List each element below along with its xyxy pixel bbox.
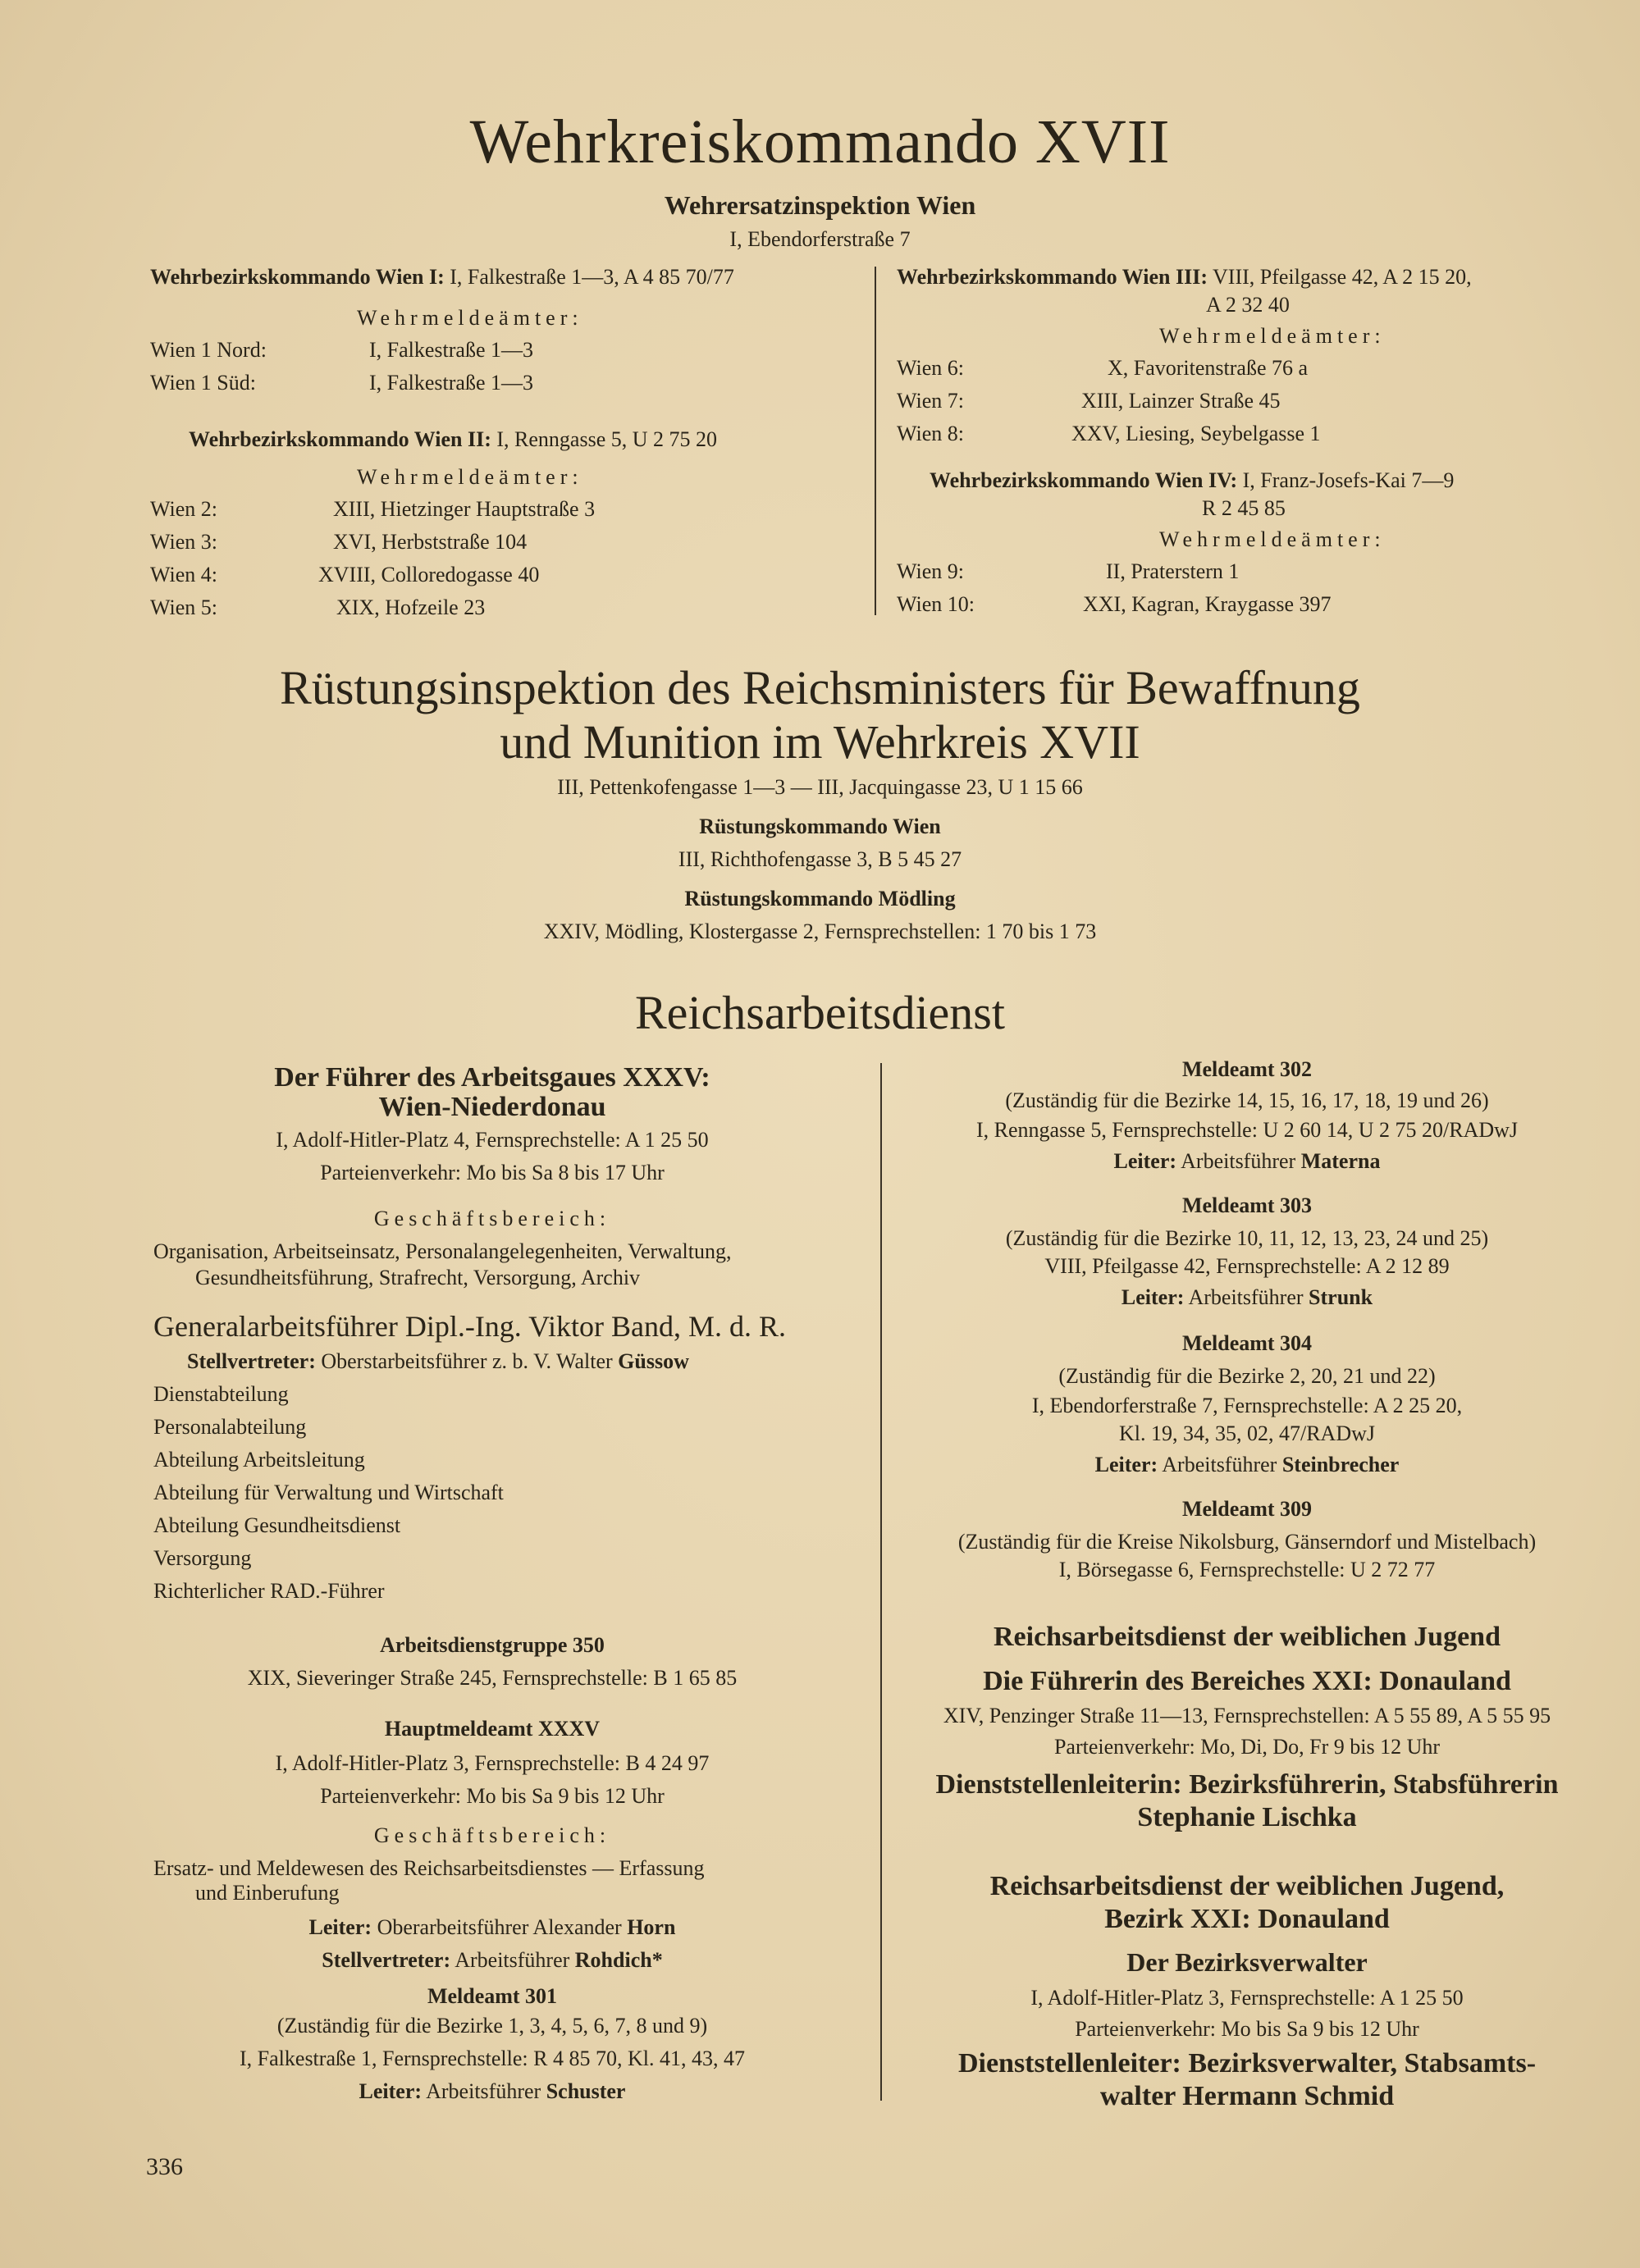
- department-item: Abteilung für Verwaltung und Wirtschaft: [153, 1481, 504, 1504]
- rad-title: Reichsarbeitsdienst: [634, 986, 1005, 1039]
- department-item: Richterlicher RAD.-Führer: [153, 1579, 385, 1603]
- wbk-4-wma-label: Wehrmeldeämter:: [1159, 527, 1386, 551]
- wbk-1-wma-label: Wehrmeldeämter:: [357, 306, 583, 330]
- rad-gb-text-line1: Organisation, Arbeitseinsatz, Personalangelegenheiten, Verwaltung,: [153, 1239, 732, 1263]
- leiter-label: Leiter:: [1094, 1453, 1158, 1476]
- ma303-title: Meldeamt 303: [1181, 1193, 1313, 1217]
- wma-addr: XXI, Kagran, Kraygasse 397: [1083, 592, 1332, 616]
- ma301-line1: (Zuständig für die Bezirke 1, 3, 4, 5, 6, 7, 8 und 9): [276, 2014, 708, 2038]
- wk-title: Wehrkreiskommando XVII: [469, 107, 1171, 176]
- ma302-leiter: [886, 1148, 1608, 1175]
- department-item: Abteilung Arbeitsleitung: [153, 1448, 365, 1472]
- wma-name: Wien 4:: [150, 563, 217, 586]
- rad-fuehrer-hours: Parteienverkehr: Mo bis Sa 8 bis 17 Uhr: [320, 1161, 665, 1184]
- hma-stv: [123, 1947, 861, 1974]
- hma-hours: Parteienverkehr: Mo bis Sa 9 bis 12 Uhr: [320, 1784, 665, 1808]
- hma-stv-text: Arbeitsführer: [455, 1948, 570, 1972]
- adg-title: Arbeitsdienstgruppe 350: [380, 1633, 605, 1657]
- wj2-verwalter: Der Bezirksverwalter: [1126, 1947, 1368, 1977]
- ma303-line1: (Zuständig für die Bezirke 10, 11, 12, 13, 23, 24 und 25): [1005, 1226, 1489, 1250]
- wbk-1-addr: I, Falkestraße 1—3, A 4 85 70/77: [450, 265, 734, 289]
- wj-title: Reichsarbeitsdienst der weiblichen Jugend: [993, 1622, 1501, 1652]
- leiter-label: Leiter:: [359, 2079, 423, 2103]
- leiter-text: Arbeitsführer: [1188, 1285, 1304, 1309]
- wk-subtitle: Wehrersatzinspektion Wien: [664, 190, 976, 220]
- hma-stv-name: Rohdich*: [574, 1948, 663, 1972]
- rad-deputy-text: Oberstarbeitsführer z. b. V. Walter: [321, 1349, 613, 1373]
- hma-leiter-name: Horn: [627, 1915, 676, 1939]
- rad-fuehrer-line1: Der Führer des Arbeitsgaues XXXV:: [274, 1062, 710, 1093]
- hma-leiter-text: Oberarbeitsführer Alexander: [377, 1915, 622, 1939]
- wbk-2: [189, 427, 717, 453]
- ma303-leiter: [886, 1285, 1608, 1311]
- leiter-name: Strunk: [1309, 1285, 1373, 1309]
- wma-name: Wien 2:: [150, 497, 217, 521]
- wma-name: Wien 3:: [150, 530, 217, 554]
- wma-name: Wien 9:: [897, 559, 964, 583]
- wj2-addr: I, Adolf-Hitler-Platz 3, Fernsprechstelle: A 1 25 50: [1030, 1986, 1464, 2010]
- ma302-line1: (Zuständig für die Bezirke 14, 15, 16, 17, 18, 19 und 26): [1005, 1088, 1489, 1112]
- leiter-name: Materna: [1300, 1149, 1381, 1173]
- wj2-title-line2: Bezirk XXI: Donauland: [1104, 1904, 1390, 1934]
- wbk-3: [897, 264, 1472, 290]
- ma309-title: Meldeamt 309: [1181, 1497, 1313, 1521]
- wj2-hours: Parteienverkehr: Mo bis Sa 9 bis 12 Uhr: [1075, 2017, 1419, 2041]
- leiter-label: Leiter:: [1113, 1149, 1177, 1173]
- leiter-name: Schuster: [546, 2079, 626, 2103]
- ri-title-line2: und Munition im Wehrkreis XVII: [500, 715, 1140, 769]
- wma-addr: XIII, Hietzinger Hauptstraße 3: [333, 497, 596, 521]
- wma-name: Wien 10:: [897, 592, 975, 616]
- wj-fuehrerin: Die Führerin des Bereiches XXI: Donauland: [983, 1666, 1511, 1696]
- ma302-line2: I, Renngasse 5, Fernsprechstelle: U 2 60 14, U 2 75 20/RADwJ: [975, 1118, 1519, 1142]
- leiter-text: Arbeitsführer: [1162, 1453, 1277, 1476]
- column-divider: [875, 267, 876, 615]
- department-item: Abteilung Gesundheitsdienst: [153, 1513, 401, 1537]
- ma304-leiter: [886, 1452, 1608, 1478]
- wma-addr: XVI, Herbststraße 104: [333, 530, 528, 554]
- ma304-line2: I, Ebendorferstraße 7, Fernsprechstelle: A 2 25 20,: [1031, 1394, 1463, 1417]
- wma-addr: I, Falkestraße 1—3: [369, 371, 534, 395]
- wj-addr: XIV, Penzinger Straße 11—13, Fernsprechstellen: A 5 55 89, A 5 55 95: [943, 1704, 1551, 1727]
- rk-wien-title: Rüstungskommando Wien: [699, 815, 941, 838]
- wma-addr: II, Praterstern 1: [1106, 559, 1240, 583]
- ma301-line2: I, Falkestraße 1, Fernsprechstelle: R 4 85 70, Kl. 41, 43, 47: [240, 2047, 745, 2070]
- wj2-leiter-line1: Dienststellenleiter: Bezirksverwalter, Stabsamts-: [957, 2048, 1537, 2079]
- hma-leiter-label: Leiter:: [308, 1915, 372, 1939]
- ma302-title: Meldeamt 302: [1181, 1057, 1313, 1081]
- rk-moedling-addr: XXIV, Mödling, Klostergasse 2, Fernsprechstellen: 1 70 bis 1 73: [543, 920, 1097, 943]
- wbk-3-addr2: A 2 32 40: [1206, 293, 1290, 317]
- wbk-2-addr: I, Renngasse 5, U 2 75 20: [496, 427, 718, 451]
- wbk-2-wma-label: Wehrmeldeämter:: [357, 465, 583, 489]
- ma309-line2: I, Börsegasse 6, Fernsprechstelle: U 2 72 77: [1058, 1558, 1436, 1581]
- ma301-leiter: [123, 2079, 861, 2105]
- ma304-title: Meldeamt 304: [1181, 1331, 1313, 1355]
- hma-addr: I, Adolf-Hitler-Platz 3, Fernsprechstelle: B 4 24 97: [275, 1751, 710, 1775]
- leiter-text: Arbeitsführer: [426, 2079, 541, 2103]
- wbk-3-label: Wehrbezirkskommando Wien III:: [897, 265, 1208, 289]
- rad-fuehrer-addr: I, Adolf-Hitler-Platz 4, Fernsprechstelle: A 1 25 50: [276, 1128, 709, 1152]
- ma304-line1: (Zuständig für die Bezirke 2, 20, 21 und 22): [1058, 1364, 1436, 1388]
- wma-addr: X, Favoritenstraße 76 a: [1108, 356, 1309, 380]
- page-number: 336: [146, 2153, 183, 2180]
- wbk-4-addr2: R 2 45 85: [1202, 496, 1286, 520]
- rad-deputy-label: Stellvertreter:: [187, 1349, 316, 1373]
- wma-addr: I, Falkestraße 1—3: [369, 338, 534, 362]
- hma-gb-label: Geschäftsbereich:: [373, 1823, 611, 1847]
- wma-name: Wien 8:: [897, 422, 964, 445]
- department-item: Personalabteilung: [153, 1415, 307, 1439]
- wj2-leiter-line2: walter Hermann Schmid: [1099, 2081, 1395, 2111]
- rad-deputy: [187, 1348, 689, 1375]
- ma301-title: Meldeamt 301: [427, 1984, 558, 2008]
- wbk-3-addr: VIII, Pfeilgasse 42, A 2 15 20,: [1213, 265, 1472, 289]
- department-item: Versorgung: [153, 1546, 252, 1570]
- ma304-line3: Kl. 19, 34, 35, 02, 47/RADwJ: [1118, 1421, 1375, 1445]
- ri-address: III, Pettenkofengasse 1—3 — III, Jacquingasse 23, U 1 15 66: [557, 775, 1083, 799]
- ri-title-line1: Rüstungsinspektion des Reichsministers für Bewaffnung: [280, 661, 1360, 714]
- wma-addr: XIII, Lainzer Straße 45: [1081, 389, 1281, 413]
- wma-name: Wien 1 Nord:: [150, 338, 267, 362]
- wbk-2-label: Wehrbezirkskommando Wien II:: [189, 427, 491, 451]
- rk-wien-addr: III, Richthofengasse 3, B 5 45 27: [678, 847, 962, 871]
- rad-leader: Generalarbeitsführer Dipl.-Ing. Viktor Band, M. d. R.: [153, 1310, 786, 1343]
- ma303-line2: VIII, Pfeilgasse 42, Fernsprechstelle: A 2 12 89: [1044, 1254, 1450, 1278]
- hma-gb-line1: Ersatz- und Meldewesen des Reichsarbeitsdienstes — Erfassung: [153, 1856, 705, 1880]
- wj-hours: Parteienverkehr: Mo, Di, Do, Fr 9 bis 12 Uhr: [1053, 1735, 1441, 1759]
- rad-deputy-name: Güssow: [618, 1349, 689, 1373]
- wbk-4-addr: I, Franz-Josefs-Kai 7—9: [1242, 468, 1455, 492]
- hma-stv-label: Stellvertreter:: [322, 1948, 451, 1972]
- rad-gb-text-line2: Gesundheitsführung, Strafrecht, Versorgung, Archiv: [195, 1266, 641, 1289]
- hma-leiter: [123, 1914, 861, 1941]
- leiter-name: Steinbrecher: [1281, 1453, 1400, 1476]
- wbk-1: [150, 264, 734, 290]
- hma-title: Hauptmeldeamt XXXV: [384, 1717, 601, 1741]
- wk-address: I, Ebendorferstraße 7: [729, 227, 911, 251]
- wma-addr: XIX, Hofzeile 23: [336, 596, 486, 619]
- ma309-line1: (Zuständig für die Kreise Nikolsburg, Gänserndorf und Mistelbach): [957, 1530, 1537, 1554]
- wbk-4-label: Wehrbezirkskommando Wien IV:: [930, 468, 1238, 492]
- hma-gb-line2: und Einberufung: [195, 1881, 340, 1905]
- leiter-label: Leiter:: [1121, 1285, 1185, 1309]
- wma-name: Wien 6:: [897, 356, 964, 380]
- rad-gb-label: Geschäftsbereich:: [373, 1207, 611, 1230]
- wma-addr: XVIII, Colloredogasse 40: [318, 563, 540, 586]
- wbk-1-label: Wehrbezirkskommando Wien I:: [150, 265, 445, 289]
- rad-fuehrer-line2: Wien-Niederdonau: [378, 1092, 606, 1122]
- wbk-3-wma-label: Wehrmeldeämter:: [1159, 324, 1386, 348]
- column-divider: [880, 1063, 882, 2101]
- wma-name: Wien 7:: [897, 389, 964, 413]
- wma-name: Wien 1 Süd:: [150, 371, 256, 395]
- department-item: Dienstabteilung: [153, 1382, 289, 1406]
- wj-leiterin-line1: Dienststellenleiterin: Bezirksführerin, Stabsführerin: [935, 1769, 1559, 1800]
- wma-addr: XXV, Liesing, Seybelgasse 1: [1071, 422, 1321, 445]
- wj2-title-line1: Reichsarbeitsdienst der weiblichen Jugend,: [989, 1871, 1505, 1901]
- wma-name: Wien 5:: [150, 596, 217, 619]
- leiter-text: Arbeitsführer: [1181, 1149, 1296, 1173]
- wj-leiterin-line2: Stephanie Lischka: [1137, 1802, 1357, 1832]
- adg-addr: XIX, Sieveringer Straße 245, Fernsprechstelle: B 1 65 85: [247, 1666, 738, 1690]
- rk-moedling-title: Rüstungskommando Mödling: [684, 887, 956, 910]
- wbk-4: [930, 468, 1454, 494]
